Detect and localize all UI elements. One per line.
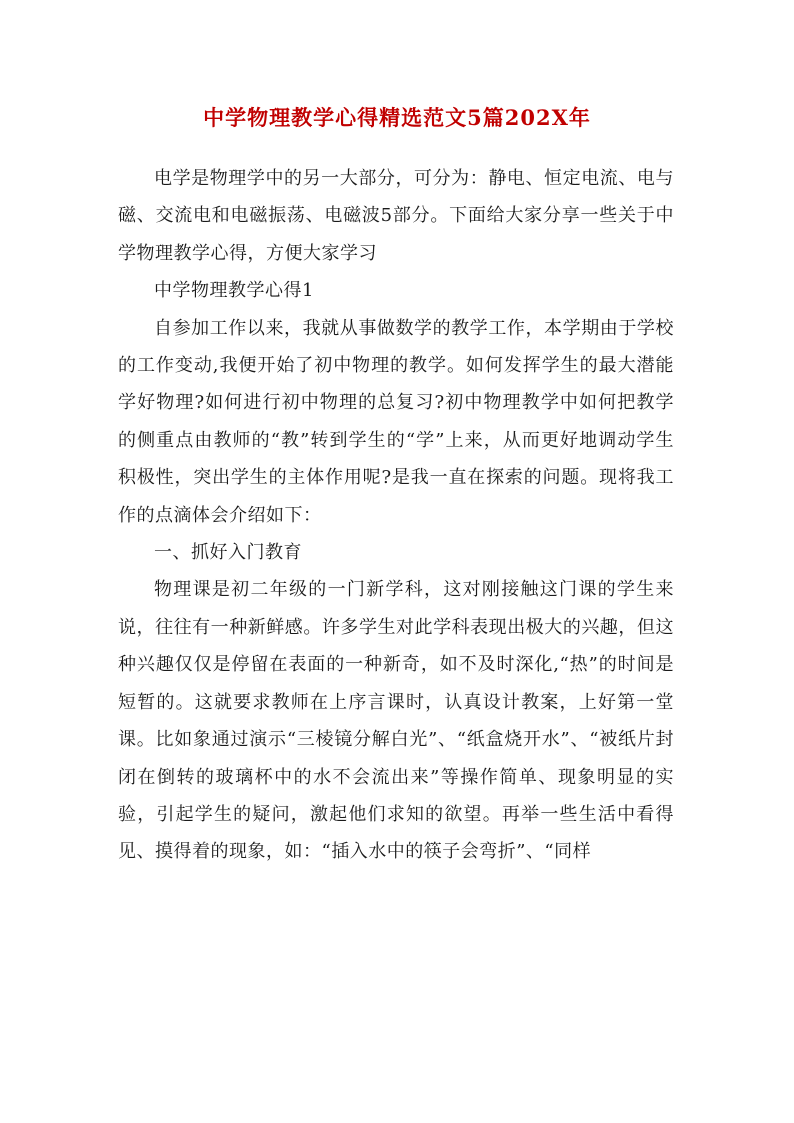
document-title: 中学物理教学心得精选范文5篇202X年	[203, 105, 591, 130]
subsection-heading-1: 一、抓好入门教育	[154, 542, 302, 564]
body-paragraph-1: 自参加工作以来，我就从事做数学的教学工作，本学期由于学校的工作变动,我便开始了初中物理的教学。如何发挥学生的最大潜能学好物理?如何进行初中物理的总复习?初中物理教学中如何把教学的侧重点由教师的“教”转到学生的“学”上来，从而更好地调动学生积极性，突出学生的主体作用呢?是我一直在探索的问题。现将我工作的点滴体会介绍如下：	[118, 317, 674, 526]
section-heading-1: 中学物理教学心得1	[154, 280, 314, 302]
document-body	[118, 160, 674, 871]
body-paragraph-2: 物理课是初二年级的一门新学科，这对刚接触这门课的学生来说，往往有一种新鲜感。许多学生对此学科表现出极大的兴趣，但这种兴趣仅仅是停留在表面的一种新奇，如不及时深化,“热”的时间是短暂的。这就要求教师在上序言课时，认真设计教案，上好第一堂课。比如象通过演示“三棱镜分解白光”、“纸盒烧开水”、“被纸片封闭在倒转的玻璃杯中的水不会流出来”等操作简单、现象明显的实验，引起学生的疑问，激起他们求知的欲望。再举一些生活中看得见、摸得着的现象，如：“插入水中的筷子会弯折”、“同样	[118, 579, 674, 863]
intro-paragraph: 电学是物理学中的另一大部分，可分为：静电、恒定电流、电与磁、交流电和电磁振荡、电磁波5部分。下面给大家分享一些关于中学物理教学心得，方便大家学习	[118, 168, 674, 264]
